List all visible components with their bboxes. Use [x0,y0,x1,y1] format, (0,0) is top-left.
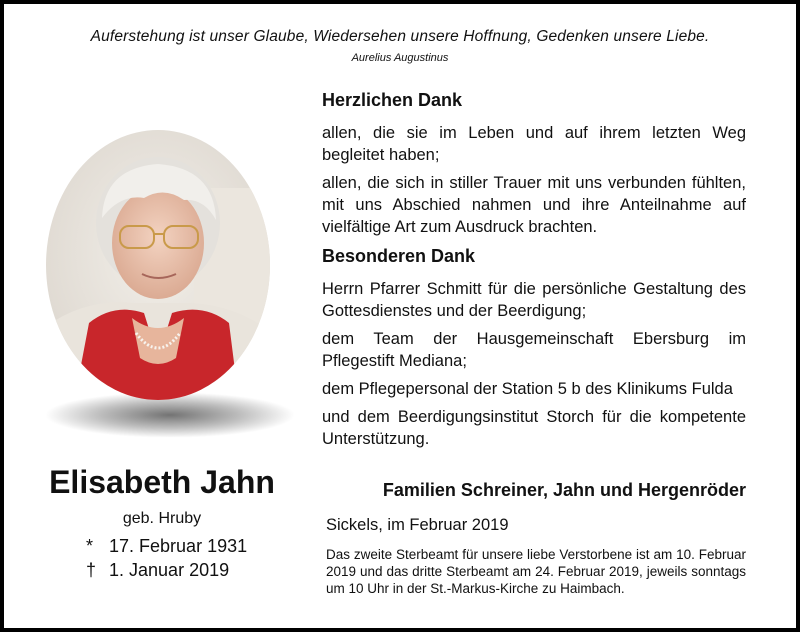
place-date: Sickels, im Februar 2019 [326,516,509,534]
special-thanks-paragraph: dem Pflegepersonal der Station 5 b des Klinikums Fulda [322,380,733,398]
thanks-heading: Herzlichen Dank [322,90,463,110]
special-thanks-paragraph: Herrn Pfarrer Schmitt für die persönliche Gestaltung des Gottesdienstes und der Beerdigung; [322,280,746,320]
header-quote: Auferstehung ist unser Glaube, Wiedersehen unsere Hoffnung, Gedenken unsere Liebe. [90,28,710,45]
birth-symbol: * [86,536,94,556]
special-thanks-paragraph: dem Team der Hausgemeinschaft Ebersburg im Pflegestift Mediana; [322,330,746,370]
portrait-photo [44,128,272,402]
deceased-name: Elisabeth Jahn [49,464,275,500]
thanks-paragraph: allen, die sie im Leben und auf ihrem letzten Weg begleitet haben; [322,124,746,164]
special-thanks-heading: Besonderen Dank [322,246,476,266]
families-signature: Familien Schreiner, Jahn und Hergenröder [382,480,746,500]
memorial-service-note: Das zweite Sterbeamt für unsere liebe Verstorbene ist am 10. Februar 2019 und das dritte Sterbeamt am 24. Februar 2019, jeweils sonntags um 10 Uhr in der St.-Markus-Kirche zu Haimbach. [326,547,746,596]
thanks-paragraph: allen, die sich in stiller Trauer mit uns verbunden fühlten, mit uns Abschied nahmen und ihre Anteilnahme auf vielfältige Art zum Ausdruck brachten. [322,174,746,236]
special-thanks-paragraph: und dem Beerdigungsinstitut Storch für die kompetente Unterstützung. [322,408,746,448]
birth-date [86,536,247,557]
quote-author: Aurelius Augustinus [351,52,449,64]
death-date [86,560,229,581]
birth-date-text: 17. Februar 1931 [109,536,248,556]
birth-name: geb. Hruby [122,510,202,527]
death-date-text: 1. Januar 2019 [109,560,230,580]
cross-icon: † [86,560,97,580]
